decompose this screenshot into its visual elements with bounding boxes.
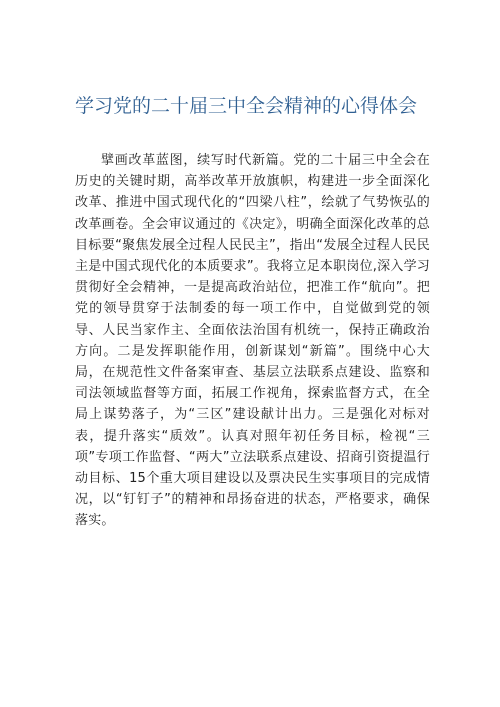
document-title: 学习党的二十届三中全会精神的心得体会: [75, 95, 418, 117]
body-paragraph: 擘画改革蓝图，续写时代新篇。党的二十届三中全会在历史的关键时期，高举改革开放旗帜，构建进一步全面深化改革、推进中国式现代化的“四梁八柱”，绘就了气势恢弘的改革画卷。全会审议通过的《决定》，明确全面深化改革的总目标要“聚焦发展全过程人民民主”，指出“发展全过程人民民主是中国式现代化的本质要求”。我将立足本职岗位,深入学习贯彻好全会精神，一是提高政治站位，把准工作“航向”。把党的领导贯穿于法制委的每一项工作中，自觉做到党的领导、人民当家作主、全面依法治国有机统一，保持正确政治方向。二是发挥职能作用，创新谋划“新篇”。围绕中心大局，在规范性文件备案审查、基层立法联系点建设、监察和司法领域监督等方面，拓展工作视角，探索监督方式，在全局上谋势落子，为“三区”建设献计出力。三是强化对标对表，提升落实“质效”。认真对照年初任务目标，检视“三项”专项工作监督、“两大”立法联系点建设、招商引资提温行动目标、15个重大项目建设以及票决民生实事项目的完成情况，以“钉钉子”的精神和昂扬奋进的状态，严格要求，确保落实。: [75, 153, 430, 529]
